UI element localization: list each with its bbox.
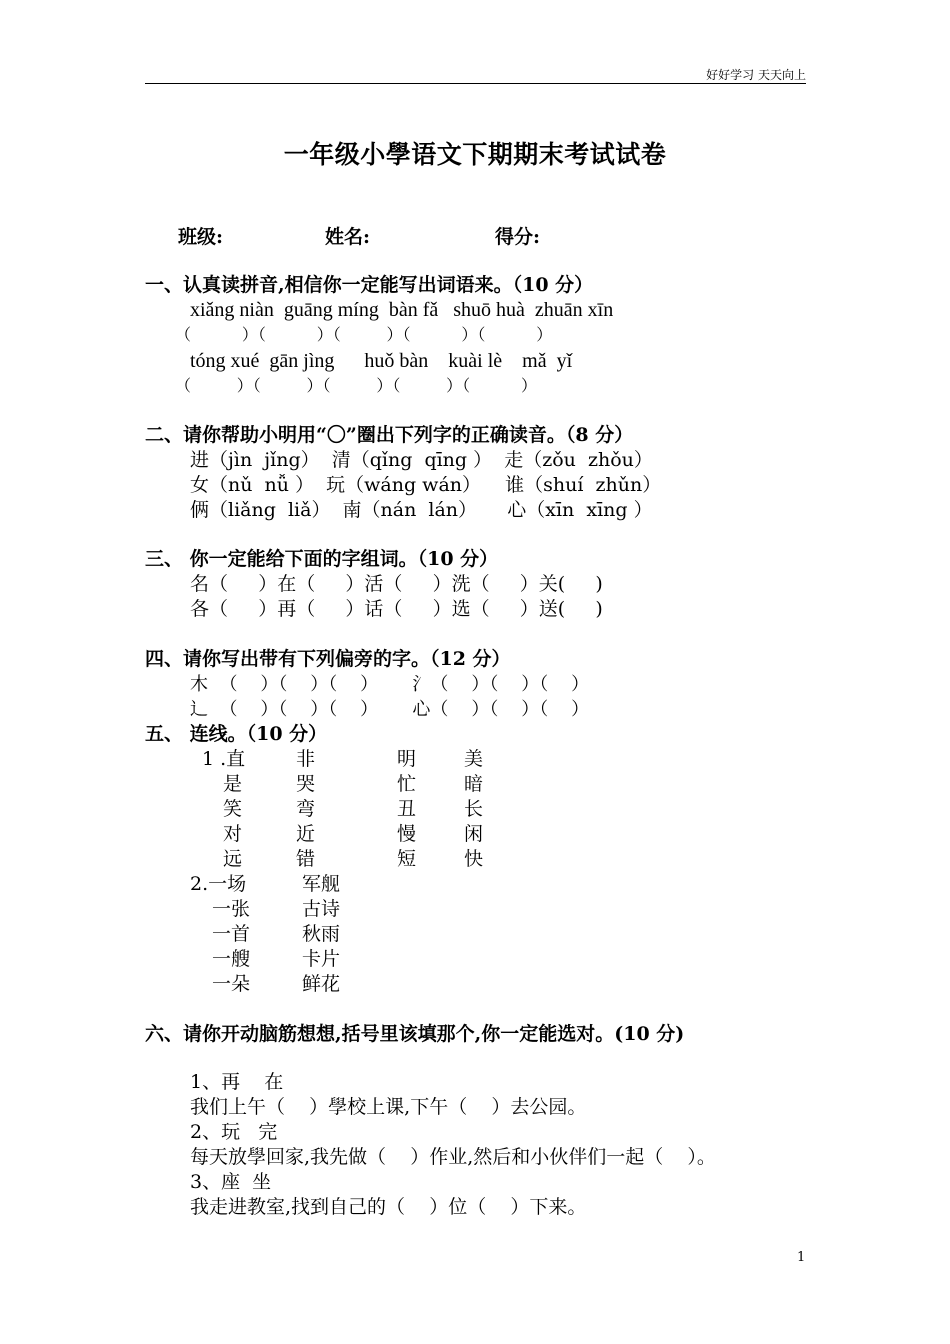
- match1-left-item: 远: [223, 848, 243, 870]
- match1-second-item: 弯: [296, 798, 316, 820]
- match1-right-item: 美: [464, 748, 484, 770]
- section3-heading: 三、 你一定能给下面的字组词。（10 分）: [145, 548, 499, 570]
- section1-heading: 一、认真读拼音,相信你一定能写出词语来。（10 分）: [145, 274, 594, 296]
- match2-right-item: 秋雨: [302, 923, 341, 945]
- section1-pinyin-row2: tóng xué gān jìng huǒ bàn kuài lè mǎ yǐ: [190, 350, 573, 372]
- section1-blank-row1: （ ）（ ）（ ）（ ）（ ）: [175, 325, 553, 344]
- section4-heading: 四、请你写出带有下列偏旁的字。（12 分）: [145, 648, 511, 670]
- score-label: 得分:: [495, 226, 541, 248]
- q2-sentence: 每天放學回家,我先做（ ）作业,然后和小伙伴们一起（ ）。: [190, 1146, 716, 1168]
- match2-left-item: 2.一场: [190, 873, 247, 895]
- match1-third-item: 慢: [397, 823, 417, 845]
- page-number: 1: [797, 1250, 806, 1265]
- match1-left-item: 笑: [223, 798, 243, 820]
- match1-right-item: 快: [464, 848, 484, 870]
- section2-row2: 女（nǔ nǚ ） 玩（wáng wán） 谁（shuí zhǔn）: [190, 474, 662, 496]
- match2-right-item: 军舰: [302, 873, 341, 895]
- match1-right-item: 闲: [464, 823, 484, 845]
- match1-second-item: 错: [296, 848, 316, 870]
- section1-blank-row2: （ ）（ ）（ ）（ ）（ ）: [175, 376, 537, 395]
- section2-row1: 进（jìn jǐng） 清（qǐng qīng ） 走（zǒu zhǒu）: [190, 449, 653, 471]
- match2-left-item: 一艘: [212, 948, 251, 970]
- match1-left-item: 1 .直: [202, 748, 246, 770]
- match2-left-item: 一首: [212, 923, 251, 945]
- q3-options: 3、座 坐: [190, 1171, 272, 1193]
- q3-sentence: 我走进教室,找到自己的（ ）位（ ）下来。: [190, 1196, 587, 1218]
- page-header: [145, 66, 806, 84]
- match1-left-item: 是: [223, 773, 243, 795]
- class-label: 班级:: [178, 226, 224, 248]
- section2-row3: 俩（liǎng liǎ） 南（nán lán） 心（xīn xīng ）: [190, 499, 653, 521]
- match1-second-item: 非: [296, 748, 316, 770]
- q2-options: 2、玩 完: [190, 1121, 278, 1143]
- header-motto: 好好学习 天天向上: [706, 68, 806, 82]
- match1-second-item: 哭: [296, 773, 316, 795]
- match1-third-item: 忙: [397, 773, 417, 795]
- section6-heading: 六、请你开动脑筋想想,括号里该填那个,你一定能选对。(10 分): [145, 1023, 685, 1045]
- match1-right-item: 长: [464, 798, 484, 820]
- match1-third-item: 明: [397, 748, 417, 770]
- match1-right-item: 暗: [464, 773, 484, 795]
- section2-heading: 二、请你帮助小明用“〇”圈出下列字的正确读音。（8 分）: [145, 424, 634, 446]
- match2-left-item: 一朵: [212, 973, 251, 995]
- match2-right-item: 古诗: [302, 898, 341, 920]
- section3-row1: 名（ ）在（ ）活（ ）洗（ ）关( ): [190, 573, 603, 595]
- match2-right-item: 卡片: [302, 948, 341, 970]
- page-title: 一年级小學语文下期期末考试试卷: [283, 140, 667, 169]
- section1-pinyin-row1: xiǎng niàn guāng míng bàn fǎ shuō huà zhuān xīn: [190, 299, 614, 321]
- section5-heading: 五、 连线。（10 分）: [145, 723, 328, 745]
- section4-row1: 木 （ ）（ ）（ ） 氵（ ）（ ）（ ）: [190, 674, 590, 695]
- name-label: 姓名:: [325, 226, 371, 248]
- match1-left-item: 对: [223, 823, 243, 845]
- q1-sentence: 我们上午（ ）學校上课,下午（ ）去公园。: [190, 1096, 587, 1118]
- match2-left-item: 一张: [212, 898, 251, 920]
- match1-third-item: 丑: [397, 798, 417, 820]
- match1-third-item: 短: [397, 848, 417, 870]
- section4-row2: 辶 （ ）（ ）（ ） 心（ ）（ ）（ ）: [190, 699, 590, 720]
- match1-second-item: 近: [296, 823, 316, 845]
- section3-row2: 各（ ）再（ ）话（ ）选（ ）送( ): [190, 598, 603, 620]
- q1-options: 1、再 在: [190, 1071, 284, 1093]
- match2-right-item: 鲜花: [302, 973, 341, 995]
